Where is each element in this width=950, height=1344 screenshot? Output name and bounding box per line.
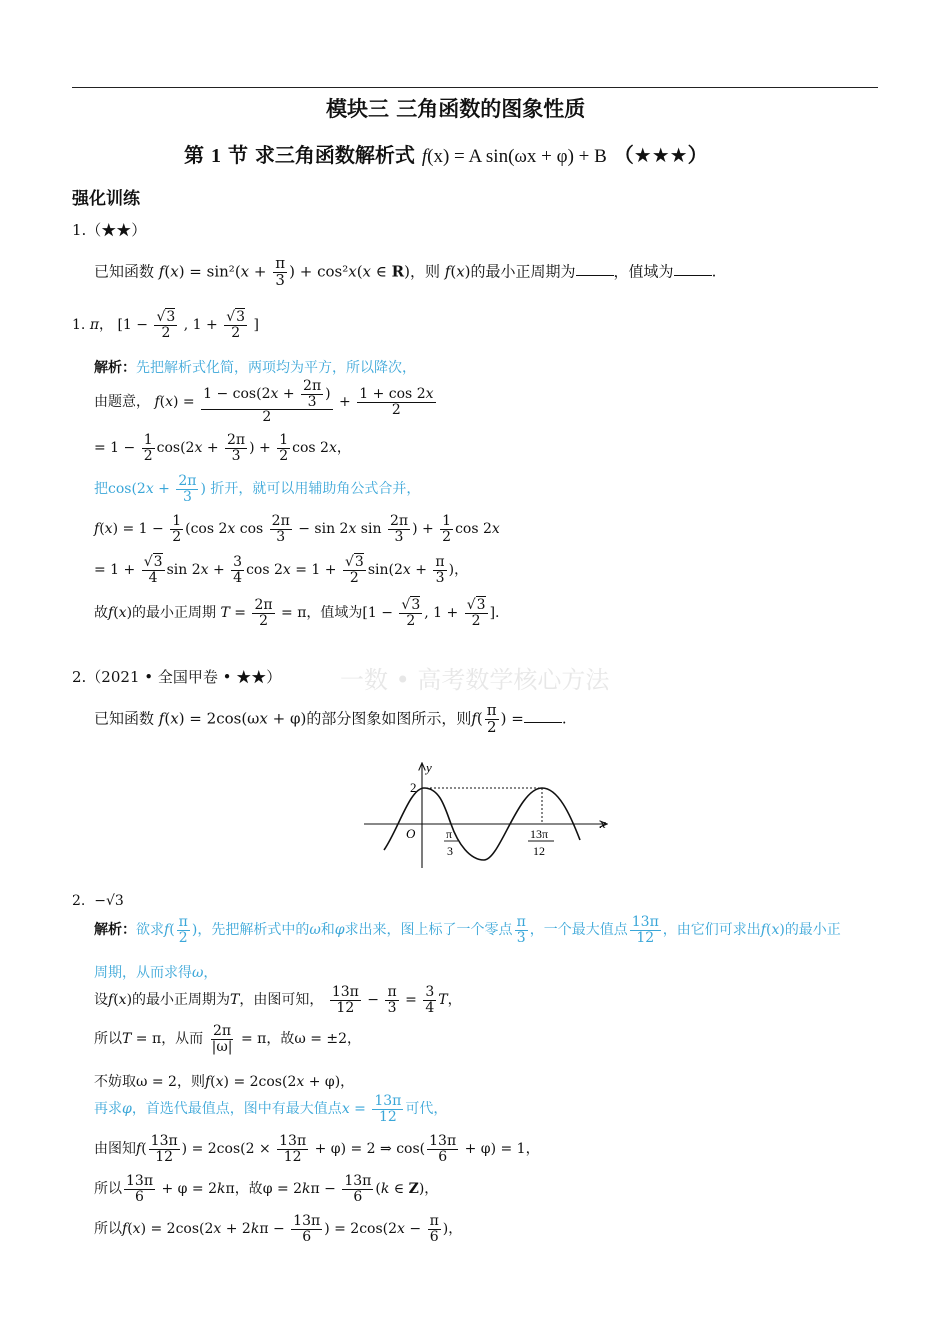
max-value-label: 2 [410,780,417,795]
q2-label: 2.（2021 • 全国甲卷 • ★★） [72,668,282,686]
y-axis-label: y [426,760,432,775]
a1-answer: 1. π， [1 − $\frac{√3}{2}$ , 1 + $\frac{√3}{2}$ ] [72,309,259,341]
q1-statement: 已知函数 f(x) = sin²(x + $\frac{\pi}{3}$ ) + cos²x(x ∈ R)，则 f(x)的最小正周期为 ，值域为 . [94,254,717,289]
q2-statement: 已知函数 f(x) = 2cos(ωx + φ)的部分图象如图所示，则f( $\frac{\pi}{2}$ ) = . [94,701,567,736]
a2-step-1: 设f(x)的最小正周期为T，由图可知， $\frac{13\pi}{12}$ − $\frac{\pi}{3}$ = $\frac{3}{4}$ T， [94,984,462,1016]
a1-analysis: 解析：先把解析式化简，两项均为平方，所以降次， [94,360,416,376]
cosine-graph [360,758,620,870]
header-rule [72,87,878,88]
x-axis-label: x [600,816,606,831]
a2-step-5: 所以 $\frac{13\pi}{6}$ + φ = 2kπ，故φ = 2kπ − $\frac{13\pi}{6}$ (k ∈ Z)， [94,1173,439,1205]
zero-label-num: π [446,827,453,841]
a2-step-2: 所以T = π，从而 $\frac{2\pi}{|\omega|}$ = π，故ω = ±2， [94,1023,362,1055]
a1-conclusion: 故f(x)的最小正周期 T = $\frac{2\pi}{2}$ = π，值域为[1 − $\frac{√3}{2}$ , 1 + $\frac{√3}{2}$ ]. [94,597,500,629]
a1-step-3: f(x) = 1 − $\frac{1}{2}$ (cos 2x cos $\frac{2\pi}{3}$ − sin 2x sin $\frac{2\pi}{3}$ ) + $\frac{1}{2}$ cos 2x [94,513,500,545]
a1-hint: 把cos(2x + $\frac{2\pi}{3}$ ) 折开，就可以用辅助角公式合并， [94,473,421,505]
watermark: 一数 • 高考数学核心方法 [340,666,610,694]
peak-label-den: 12 [533,844,545,858]
a2-step-6: 所以f(x) = 2cos(2x + 2kπ − $\frac{13\pi}{6}$ ) = 2cos(2x − $\frac{\pi}{6}$ )， [94,1213,463,1245]
zero-label-den: 3 [447,844,453,858]
a2-step-3: 不妨取ω = 2，则f(x) = 2cos(2x + φ)， [94,1074,355,1090]
a2-step-4: 由图知f( $\frac{13\pi}{12}$ ) = 2cos(2 × $\frac{13\pi}{12}$ + φ) = 2 ⇒ cos( $\frac{13\pi}{6}$ + φ) = 1， [94,1133,540,1165]
a2-analysis: 解析：欲求f( $\frac{\pi}{2}$ )，先把解析式中的ω和φ求出来，图上标了一个零点 $\frac{\pi}{3}$ ，一个最大值点 $\frac{13\pi}{12}$ ，由它们可求出f(x)的最小正 [94,914,841,946]
a2-answer: 2. −√3 [72,893,124,909]
origin-label: O [406,826,416,841]
a2-analysis-cont: 周期，从而求得ω， [94,965,218,981]
subheading: 强化训练 [72,189,140,209]
a1-step-1: 由题意， f(x) = 1 − cos(2x + $\frac{2\pi}{3}$ ) 2 + $\frac{1 + \cos 2x}{2}$ [94,378,434,426]
a2-hint: 再求φ，首选代最值点，图中有最大值点x = $\frac{13\pi}{12}$ 可代， [94,1093,448,1125]
a1-step-4: = 1 + $\frac{√3}{4}$ sin 2x + $\frac{3}{4}$ cos 2x = 1 + $\frac{√3}{2}$ sin(2x + $\frac{\pi}{3}$ )， [94,554,469,586]
peak-label-num: 13π [530,827,549,841]
section-title: 第 1 节 求三角函数解析式 f(x) = A sin(ωx + φ) + B （★★★） [184,143,708,167]
module-title: 模块三 三角函数的图象性质 [326,97,586,121]
a1-step-2: = 1 − $\frac{1}{2}$ cos(2x + $\frac{2\pi}{3}$ ) + $\frac{1}{2}$ cos 2x， [94,432,351,464]
q1-label: 1.（★★） [72,221,147,239]
